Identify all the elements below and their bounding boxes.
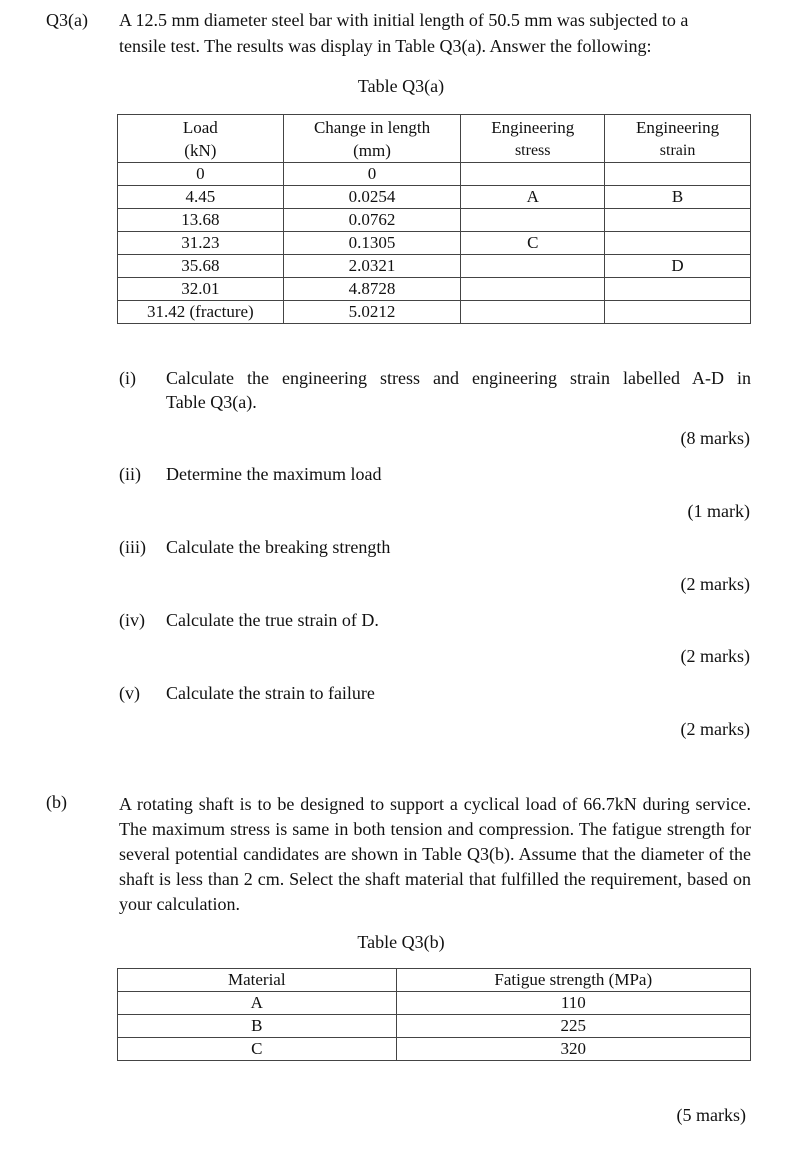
- table-cell: 4.45: [118, 186, 284, 209]
- question-label-q3a: Q3(a): [46, 10, 88, 30]
- part-ii-number: (ii): [119, 464, 141, 484]
- part-v-marks: (2 marks): [680, 719, 750, 739]
- table-row: [118, 209, 751, 232]
- part-iv-number: (iv): [119, 610, 145, 630]
- q3a-intro-line2: tensile test. The results was display in Table Q3(a). Answer the following:: [119, 36, 652, 56]
- table-cell: [605, 209, 751, 232]
- table-q3a: [117, 114, 751, 324]
- table-cell: 110: [396, 992, 750, 1015]
- table-row: [118, 186, 751, 209]
- table-row: [118, 1015, 751, 1038]
- header-change-line1: Change in length: [313, 117, 431, 137]
- part-i-text-line1: Calculate the engineering stress and engineering strain labelled A-D in: [166, 368, 751, 388]
- part-i-text-line2: Table Q3(a).: [166, 392, 257, 412]
- q3a-intro-line1: A 12.5 mm diameter steel bar with initial length of 50.5 mm was subjected to a: [119, 10, 689, 30]
- table-cell: B: [118, 1015, 397, 1038]
- table-cell: 31.23: [118, 232, 284, 255]
- table-cell: [605, 163, 751, 186]
- table-cell: A: [118, 992, 397, 1015]
- table-cell: 0.1305: [283, 232, 461, 255]
- table-cell: [605, 301, 751, 324]
- table-row: [118, 301, 751, 324]
- header-stress-line2: stress: [514, 141, 551, 159]
- part-iv-marks: (2 marks): [680, 646, 750, 666]
- table-cell: D: [605, 255, 751, 278]
- table-cell: 5.0212: [283, 301, 461, 324]
- q3b-paragraph: A rotating shaft is to be designed to support a cyclical load of 66.7kN during service. The maximum stress is same in both tension and compression. The fatigue strength for several potential candidates are shown in Table Q3(b). Assume that the diameter of the shaft is less than 2 cm. Select the shaft material that fulfilled the requirement, based on your calculation.: [119, 794, 751, 914]
- header-engineering-stress: [461, 115, 605, 163]
- table-cell: [605, 232, 751, 255]
- header-strain-line1: Engineering: [636, 117, 720, 137]
- table-cell: 31.42 (fracture): [118, 301, 284, 324]
- table-row: [118, 163, 751, 186]
- header-load-line1: Load: [182, 118, 218, 137]
- q3b-marks: (5 marks): [676, 1105, 746, 1125]
- table-cell: 0.0762: [283, 209, 461, 232]
- part-i-marks: (8 marks): [680, 428, 750, 448]
- table-cell: A: [461, 186, 605, 209]
- header-load-line2: (kN): [184, 141, 217, 160]
- table-row: [118, 278, 751, 301]
- table-cell: 13.68: [118, 209, 284, 232]
- table-cell: B: [605, 186, 751, 209]
- part-ii-text: Determine the maximum load: [166, 464, 382, 484]
- question-label-q3b: (b): [46, 792, 67, 812]
- table-cell: 225: [396, 1015, 750, 1038]
- table-cell: 0: [283, 163, 461, 186]
- part-iii-marks: (2 marks): [680, 574, 750, 594]
- header-change-line2: (mm): [353, 140, 391, 160]
- table-header-row: [118, 115, 751, 163]
- table-q3b-caption: Table Q3(b): [357, 932, 445, 952]
- part-ii-marks: (1 mark): [687, 501, 750, 521]
- part-iii-text: Calculate the breaking strength: [166, 537, 391, 557]
- table-row: [118, 232, 751, 255]
- table-cell: [461, 301, 605, 324]
- table-q3b: [117, 968, 751, 1061]
- part-v-number: (v): [119, 683, 140, 703]
- header-load: [118, 115, 284, 163]
- table-row: [118, 1038, 751, 1061]
- table-row: [118, 992, 751, 1015]
- table-cell: 32.01: [118, 278, 284, 301]
- header-material: Material: [118, 969, 397, 992]
- part-iii-number: (iii): [119, 537, 146, 557]
- table-q3a-caption: Table Q3(a): [357, 76, 445, 96]
- part-i-number: (i): [119, 368, 136, 388]
- table-cell: [461, 255, 605, 278]
- table-cell: [461, 278, 605, 301]
- header-fatigue-strength: Fatigue strength (MPa): [396, 969, 750, 992]
- header-engineering-strain: [605, 115, 751, 163]
- table-cell: C: [461, 232, 605, 255]
- table-cell: [461, 209, 605, 232]
- table-cell: 2.0321: [283, 255, 461, 278]
- header-change-in-length: [283, 115, 461, 163]
- table-cell: 320: [396, 1038, 750, 1061]
- table-cell: C: [118, 1038, 397, 1061]
- header-stress-line1: Engineering: [491, 117, 575, 137]
- table-cell: [461, 163, 605, 186]
- table-row: [118, 255, 751, 278]
- table-cell: 0.0254: [283, 186, 461, 209]
- part-iv-text: Calculate the true strain of D.: [166, 610, 379, 630]
- table-cell: 0: [118, 163, 284, 186]
- table-header-row: [118, 969, 751, 992]
- table-cell: 4.8728: [283, 278, 461, 301]
- table-cell: [605, 278, 751, 301]
- table-cell: 35.68: [118, 255, 284, 278]
- header-strain-line2: strain: [659, 141, 696, 159]
- part-v-text: Calculate the strain to failure: [166, 683, 375, 703]
